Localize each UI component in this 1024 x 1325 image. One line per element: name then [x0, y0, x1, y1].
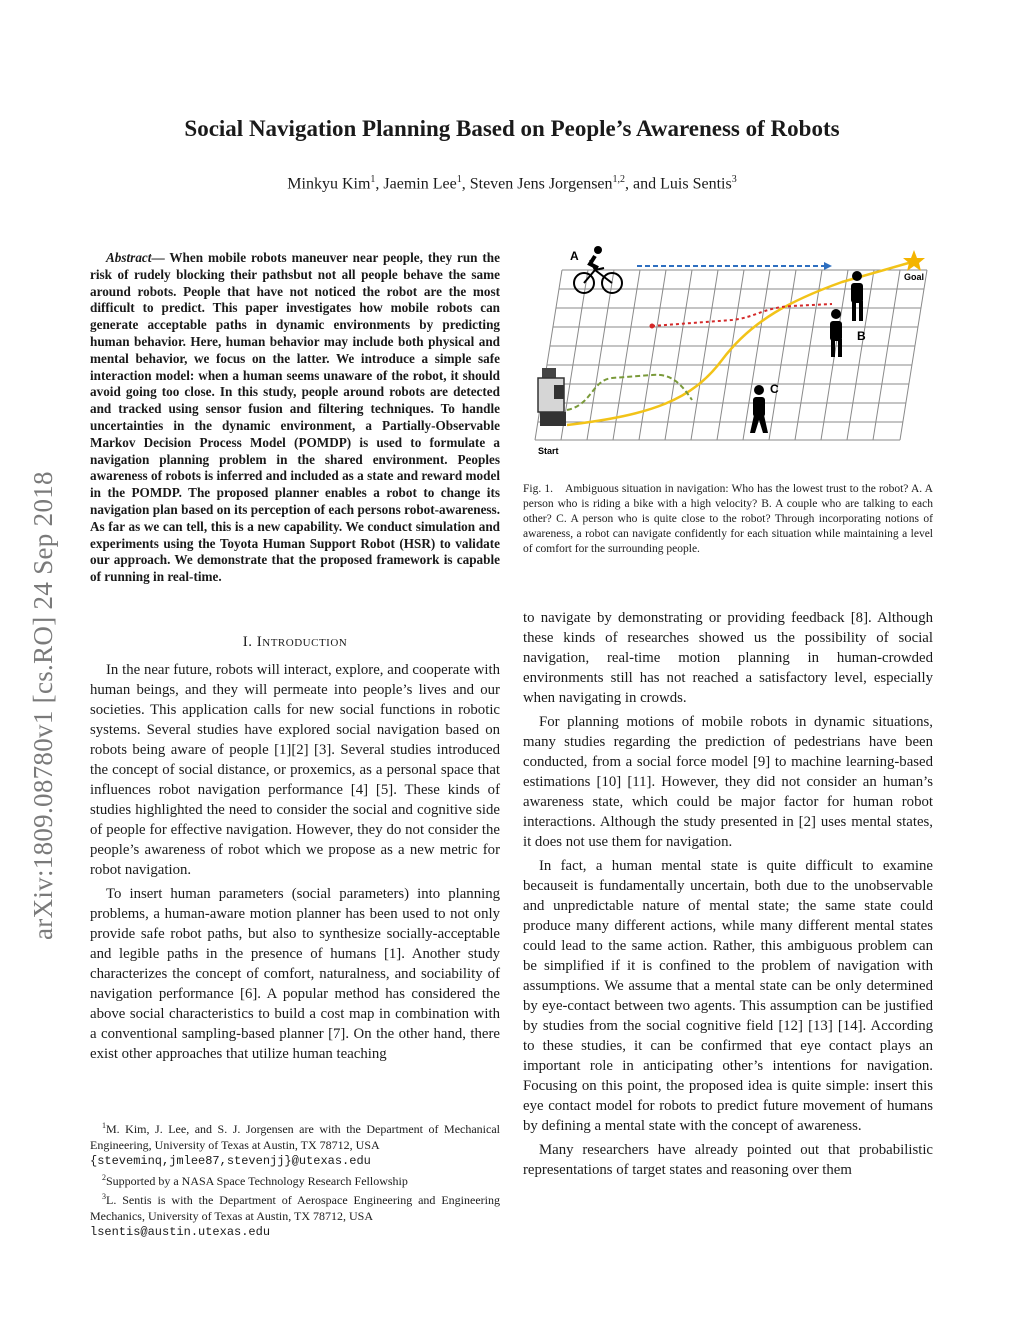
author-affiliation: 3: [731, 174, 737, 185]
author-separator: , and: [625, 175, 661, 193]
abstract-text: When mobile robots maneuver near people, they run the risk of rudely blocking their pathsbut not all people behave the same around robots. People that have not noticed the robot are the most difficult to predict. This paper investigates how mobile robots can generate acceptable paths in dynamic environments by predicting human behavior. Here, human behavior may include both physical and mental behavior, we focus on the latter. We introduce a simple safe interaction model: when a human seems unaware of the robot, it should avoid going too close. In this study, people around robots are detected and tracked using sensor fusion and filtering techniques. To handle uncertainties in the dynamic environment, a Partially-Observable Markov Decision Process Model (POMDP) is used to formulate a navigation planning problem in the shared environment. Peoples awareness of robots is inferred and included as a state and reward model in the POMDP. The proposed planner enables a robot to change its navigation plan based on its perception of each persons robot-awareness. As far as we can tell, this is a new capability. We conduct simulation and experiments using the Toyota Human Support Robot (HSR) to validate our approach. We demonstrate that the proposed framework is capable of running in real-time.: [90, 250, 500, 585]
label-goal: Goal: [904, 272, 925, 282]
author-separator: ,: [375, 175, 384, 193]
robot-icon: [538, 368, 566, 426]
paragraph: In the near future, robots will interact, explore, and cooperate with human beings, and they will permeate into people’s lives and our societies. This application calls for new social functions in robotic systems. Several studies have explored social navigation based on robots being aware of people [1][2] [3]. Several studies introduced the concept of social distance, or proxemics, as a personal space that influences robot navigation performance [4] [5]. These kinds of studies highlighted the need to consider the social and cognitive side of people for effective navigation. However, they do not consider the people’s awareness of robot which we propose as a new metric for robot navigation.: [90, 662, 500, 878]
intro-right-column: [523, 608, 933, 1184]
author-name: Steven Jens Jorgensen: [469, 175, 613, 193]
footnote-text: L. Sentis is with the Department of Aerospace Engineering and Engineering Mechanics, University of Texas at Austin, TX 78712, USA: [90, 1193, 500, 1223]
footnote-marker: 3: [102, 1192, 106, 1201]
robot-alt-path-green: [567, 375, 692, 410]
footnote-text: Supported by a NASA Space Technology Research Fellowship: [106, 1173, 408, 1188]
footnote-email: lsentis@austin.utexas.edu: [90, 1225, 271, 1239]
footnote-3: [90, 1189, 500, 1241]
author-list: [60, 174, 964, 193]
paragraph: To insert human parameters (social parameters) into planning problems, a human-aware motion planner has been used to not only provide safe robot paths, but also to synthesize socially-acceptable and legible paths in the presence of humans [1]. Another study characterizes the concept of comfort, naturalness, and sociability of navigation performance [6]. A popular method has considered the above social characteristics to build a cost map in combination with a conventional sampling-based planner [7]. On the other hand, there exist other approaches that utilize human teaching: [90, 886, 500, 1062]
label-a: A: [570, 249, 579, 263]
author-separator: ,: [461, 175, 470, 193]
footnote-marker: 2: [102, 1172, 106, 1182]
goal-star-icon: [903, 250, 925, 271]
label-c: C: [770, 382, 779, 396]
author-affiliation: 1: [456, 174, 462, 185]
grid: [535, 270, 927, 440]
footnotes: [90, 1118, 500, 1241]
paragraph: to navigate by demonstrating or providing feedback [8]. Although these kinds of researches showed us the possibility of social navigation, real-time motion planning in human-crowded environments still has not reached a satisfactory level, especially when navigating in crowds.: [523, 610, 933, 706]
caption-text: Ambiguous situation in navigation: Who has the lowest trust to the robot? A. A person who is riding a bike with a high velocity? B. A couple who are talking to each other? C. A person who is quite close to the robot? Through incorporating notions of awareness, a robot can navigate confidently for each situation while maintaining a level of comfort for the surrounding people.: [523, 483, 933, 555]
person-walking-icon: [750, 385, 768, 433]
bike-path-arrowhead: [824, 262, 832, 270]
red-path-start-dot: [650, 324, 655, 329]
paragraph: Many researchers have already pointed out that probabilistic representations of target states and reasoning over them: [523, 1142, 933, 1178]
intro-left-column: [90, 660, 500, 1068]
arxiv-identifier: arXiv:1809.08780v1 [cs.RO] 24 Sep 2018: [28, 471, 58, 940]
paper-title: Social Navigation Planning Based on People’s Awareness of Robots: [184, 116, 840, 141]
footnote-text: M. Kim, J. Lee, and S. J. Jorgensen are with the Department of Mechanical Engineering, University of Texas at Austin, TX 78712, USA: [90, 1122, 500, 1152]
paragraph: In fact, a human mental state is quite difficult to examine becauseit is fundamentally uncertain, both due to the unobservable and unpredictable nature of mental state; the same state could produce many different actions, while many different mental states could lead to the same action. Rather, this ambiguous problem can be simplified if it is confined to the problem of navigation with assumptions. We assume that a mental state can be only determined by eye-contact between two agents. This assumption can be justified by studies from the social cognitive field [12] [13] [14]. According to these studies, it can be confirmed that eye contact plays an important role in anticipating other’s intentions for navigation. Focusing on this point, the proposed idea is quite simple: insert this eye contact model for robots to predict future movement of humans by defining a mental state with the concept of awareness.: [523, 858, 933, 1134]
author-name: Minkyu Kim: [287, 175, 371, 193]
person-standing-icon: [830, 309, 842, 357]
abstract-dash: —: [151, 250, 170, 265]
figure-caption: [523, 482, 933, 557]
footnote-email: {steveminq,jmlee87,stevenjj}@utexas.edu: [90, 1154, 371, 1168]
author-name: Luis Sentis: [660, 175, 732, 193]
abstract: [90, 250, 500, 586]
couple-path-red: [652, 304, 832, 326]
author-affiliation: 1,2: [612, 174, 626, 185]
author-name: Jaemin Lee: [383, 175, 457, 193]
paragraph: For planning motions of mobile robots in dynamic situations, many studies regarding the prediction of pedestrians have been conducted, from a social force model [9] to machine learning-based estimations [10] [11]. However, they did not consider an human’s awareness state, which could be major factor for human robot interactions. Although the study presented in [2] uses mental states, it does not use them for navigation.: [523, 714, 933, 850]
label-b: B: [857, 329, 866, 343]
footnote-marker: 1: [102, 1121, 106, 1130]
label-start: Start: [538, 446, 559, 456]
footnote-1: [90, 1118, 500, 1170]
section-heading-text: I. Introduction: [242, 634, 348, 650]
section-heading: [90, 634, 500, 651]
figure-label: Fig. 1.: [523, 483, 554, 495]
abstract-label: Abstract: [106, 250, 152, 265]
figure-navigation-diagram: [532, 240, 934, 460]
footnote-2: [90, 1170, 500, 1190]
author-affiliation: 1: [370, 174, 376, 185]
person-standing-icon: [851, 271, 863, 321]
